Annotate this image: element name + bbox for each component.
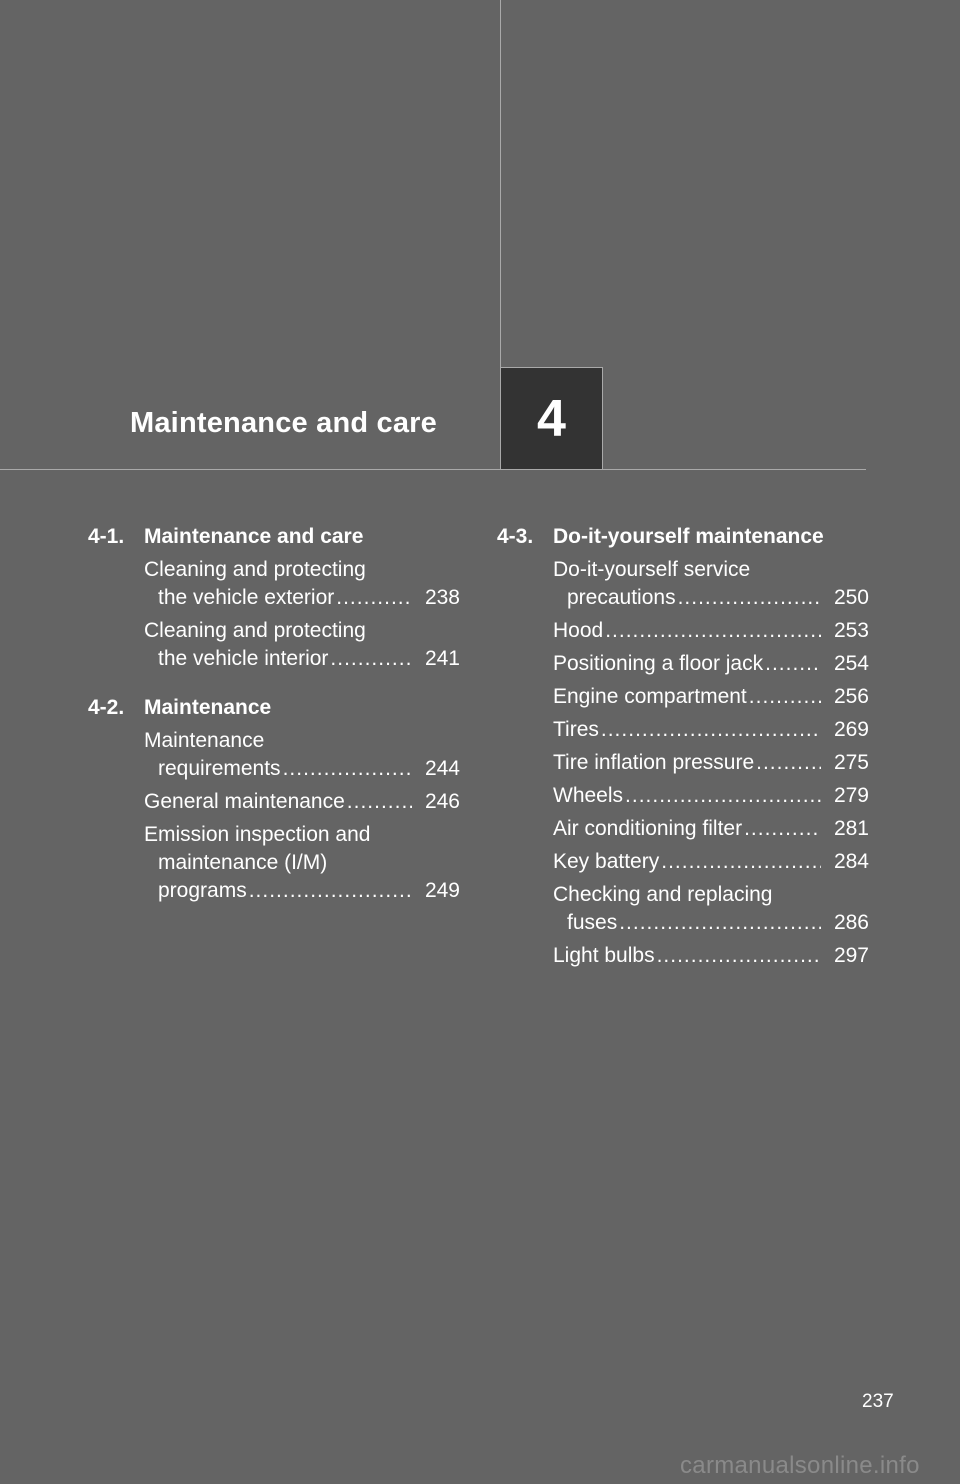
section-heading <box>88 693 460 723</box>
entry-page-number: 297 <box>833 944 869 967</box>
toc-column-left <box>88 522 460 925</box>
toc-entry[interactable] <box>553 617 869 645</box>
toc-entry[interactable] <box>144 821 460 905</box>
entry-leader-row <box>553 650 869 678</box>
section-title: Maintenance <box>144 696 272 719</box>
entry-leader-row <box>553 942 869 970</box>
entry-leader-row <box>553 584 869 612</box>
section-number: 4-3. <box>497 525 534 548</box>
section-number: 4-1. <box>88 525 125 548</box>
toc-entry-list <box>144 556 460 673</box>
entry-leader-row <box>553 716 869 744</box>
entry-leader-row <box>553 815 869 843</box>
entry-text-line: Do-it-yourself service <box>553 558 751 581</box>
entry-leader-row <box>553 749 869 777</box>
toc-entry[interactable] <box>553 683 869 711</box>
entry-text-line: Checking and replacing <box>553 883 773 906</box>
entry-leader-row <box>553 617 869 645</box>
dot-leader <box>749 683 821 711</box>
entry-text-line: the vehicle exterior <box>158 586 335 609</box>
entry-text-line: Maintenance <box>144 729 265 752</box>
section-heading <box>497 522 869 552</box>
horizontal-rule <box>0 469 866 470</box>
dot-leader <box>625 782 821 810</box>
toc-section <box>497 522 869 970</box>
dot-leader <box>657 942 821 970</box>
dot-leader <box>619 909 821 937</box>
toc-entry[interactable] <box>144 556 460 612</box>
dot-leader <box>601 716 821 744</box>
toc-section <box>88 693 460 905</box>
watermark: carmanualsonline.info <box>680 1452 920 1479</box>
entry-page-number: 275 <box>833 751 869 774</box>
entry-page-number: 286 <box>833 911 869 934</box>
toc-entry[interactable] <box>144 788 460 816</box>
entry-page-number: 281 <box>833 817 869 840</box>
section-heading <box>88 522 460 552</box>
entry-text-line: Engine compartment <box>553 685 747 708</box>
entry-page-number: 250 <box>833 586 869 609</box>
dot-leader <box>765 650 821 678</box>
entry-leader-row <box>144 877 460 905</box>
entry-page-number: 254 <box>833 652 869 675</box>
entry-leader-row <box>553 848 869 876</box>
dot-leader <box>249 877 412 905</box>
entry-text-line: Light bulbs <box>553 944 655 967</box>
toc-entry[interactable] <box>553 815 869 843</box>
entry-leader-row <box>553 683 869 711</box>
entry-page-number: 249 <box>424 879 460 902</box>
toc-entry[interactable] <box>144 617 460 673</box>
entry-page-number: 253 <box>833 619 869 642</box>
entry-text-line: Wheels <box>553 784 624 807</box>
dot-leader <box>605 617 821 645</box>
toc-entry[interactable] <box>553 749 869 777</box>
entry-page-number: 269 <box>833 718 869 741</box>
entry-text-line: Cleaning and protecting <box>144 619 366 642</box>
entry-text-line: Hood <box>553 619 604 642</box>
page-number: 237 <box>862 1391 894 1412</box>
entry-leader-row <box>144 584 460 612</box>
toc-entry[interactable] <box>553 556 869 612</box>
toc-entry[interactable] <box>553 848 869 876</box>
entry-page-number: 238 <box>424 586 460 609</box>
entry-page-number: 284 <box>833 850 869 873</box>
entry-text-line: Emission inspection and <box>144 823 371 846</box>
section-title: Maintenance and care <box>144 525 364 548</box>
dot-leader <box>678 584 821 612</box>
entry-leader-row <box>144 645 460 673</box>
dot-leader <box>661 848 821 876</box>
entry-text-line: programs <box>158 879 247 902</box>
entry-text-line: Key battery <box>553 850 660 873</box>
entry-text-line: maintenance (I/M) <box>158 851 328 874</box>
section-title: Do-it-yourself maintenance <box>553 525 824 548</box>
toc-column-right <box>497 522 869 990</box>
chapter-title: Maintenance and care <box>130 407 437 439</box>
entry-text-line: General maintenance <box>144 790 345 813</box>
entry-leader-row <box>553 782 869 810</box>
entry-page-number: 279 <box>833 784 869 807</box>
entry-text-line: requirements <box>158 757 281 780</box>
entry-text-line: the vehicle interior <box>158 647 329 670</box>
dot-leader <box>744 815 821 843</box>
entry-page-number: 246 <box>424 790 460 813</box>
entry-text-line: fuses <box>567 911 618 934</box>
entry-page-number: 256 <box>833 685 869 708</box>
entry-text-line: precautions <box>567 586 676 609</box>
toc-entry-list <box>553 556 869 970</box>
dot-leader <box>347 788 412 816</box>
dot-leader <box>756 749 821 777</box>
entry-page-number: 241 <box>424 647 460 670</box>
toc-entry[interactable] <box>553 881 869 937</box>
entry-page-number: 244 <box>424 757 460 780</box>
entry-text-line: Tires <box>553 718 599 741</box>
chapter-number: 4 <box>537 389 566 448</box>
vertical-rule <box>500 0 501 368</box>
toc-entry[interactable] <box>144 727 460 783</box>
dot-leader <box>283 755 412 783</box>
entry-leader-row <box>144 755 460 783</box>
entry-leader-row <box>144 788 460 816</box>
entry-text-line: Tire inflation pressure <box>553 751 755 774</box>
toc-entry-list <box>144 727 460 905</box>
entry-text-line: Cleaning and protecting <box>144 558 366 581</box>
toc-section <box>88 522 460 673</box>
entry-text-line: Air conditioning filter <box>553 817 743 840</box>
dot-leader <box>330 645 412 673</box>
toc-entry[interactable] <box>553 942 869 970</box>
toc-entry[interactable] <box>553 716 869 744</box>
entry-text-line: Positioning a floor jack <box>553 652 764 675</box>
dot-leader <box>336 584 412 612</box>
entry-leader-row <box>553 909 869 937</box>
toc-entry[interactable] <box>553 782 869 810</box>
section-number: 4-2. <box>88 696 125 719</box>
toc-entry[interactable] <box>553 650 869 678</box>
chapter-number-box <box>500 367 603 469</box>
